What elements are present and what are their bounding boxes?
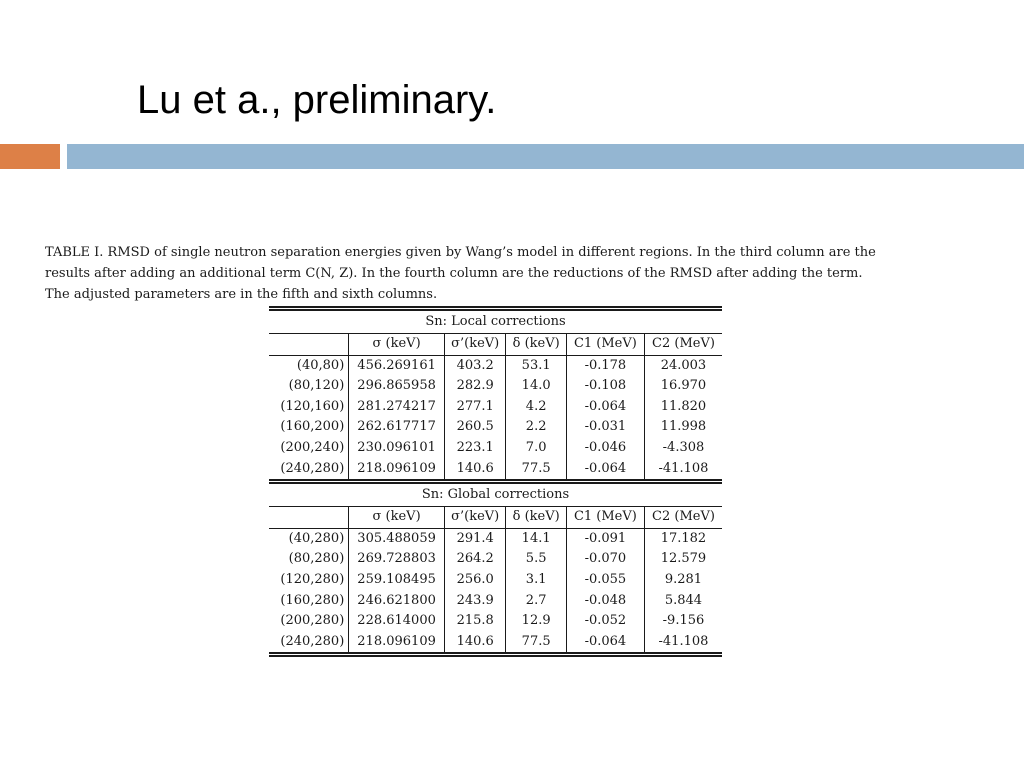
column-header: δ (keV) — [506, 334, 566, 356]
value-cell: -0.091 — [566, 528, 644, 549]
column-header: C2 (MeV) — [644, 334, 722, 356]
global-section-title: Sn: Global corrections — [269, 482, 722, 507]
value-cell: 2.2 — [506, 417, 566, 438]
value-cell: 456.269161 — [349, 355, 445, 376]
value-cell: -0.031 — [566, 417, 644, 438]
value-cell: 11.820 — [644, 397, 722, 418]
caption-line: results after adding an additional term C(N, Z). In the fourth column are the reductions of the RMSD after adding the term. — [45, 266, 863, 281]
rmsd-table-container — [269, 306, 722, 657]
value-cell: 24.003 — [644, 355, 722, 376]
value-cell: 218.096109 — [349, 459, 445, 482]
region-cell: (200,280) — [280, 613, 345, 629]
table-row — [269, 611, 722, 632]
value-cell: 11.998 — [644, 417, 722, 438]
value-cell: -0.046 — [566, 438, 644, 459]
region-cell: (160,280) — [280, 592, 345, 608]
accent-bar-orange — [0, 144, 60, 169]
column-header: σ (keV) — [349, 507, 445, 529]
value-cell: 5.5 — [506, 549, 566, 570]
value-cell: 281.274217 — [349, 397, 445, 418]
value-cell: 228.614000 — [349, 611, 445, 632]
column-header: σ’(keV) — [444, 507, 506, 529]
value-cell: 259.108495 — [349, 570, 445, 591]
value-cell: 305.488059 — [349, 528, 445, 549]
column-header: C1 (MeV) — [566, 507, 644, 529]
value-cell: 296.865958 — [349, 376, 445, 397]
value-cell: -0.064 — [566, 397, 644, 418]
table-row — [269, 459, 722, 482]
value-cell: 282.9 — [444, 376, 506, 397]
table-row — [269, 528, 722, 549]
value-cell: 277.1 — [444, 397, 506, 418]
value-cell: -4.308 — [644, 438, 722, 459]
table-row — [269, 549, 722, 570]
caption-line: The adjusted parameters are in the fifth and sixth columns. — [45, 287, 438, 302]
table-row — [269, 570, 722, 591]
region-cell: (80,280) — [288, 551, 345, 567]
region-cell: (240,280) — [280, 633, 345, 649]
local-corrections-section — [269, 309, 722, 356]
global-corrections-section — [269, 482, 722, 529]
table-row — [269, 355, 722, 376]
slide-title: Lu et a., preliminary. — [137, 78, 497, 122]
value-cell: 264.2 — [444, 549, 506, 570]
value-cell: 5.844 — [644, 591, 722, 612]
column-header-row — [269, 334, 722, 356]
table-bottom-rule — [269, 652, 722, 655]
value-cell: 256.0 — [444, 570, 506, 591]
value-cell: 243.9 — [444, 591, 506, 612]
region-header — [269, 334, 349, 356]
table-row — [269, 376, 722, 397]
section-title-row — [269, 311, 722, 334]
value-cell: -0.108 — [566, 376, 644, 397]
value-cell: -41.108 — [644, 632, 722, 653]
column-header: C2 (MeV) — [644, 507, 722, 529]
global-rows — [269, 528, 722, 652]
rmsd-table — [269, 306, 722, 657]
region-cell: (160,200) — [280, 419, 345, 435]
value-cell: -0.055 — [566, 570, 644, 591]
value-cell: 215.8 — [444, 611, 506, 632]
value-cell: -0.048 — [566, 591, 644, 612]
value-cell: 77.5 — [506, 459, 566, 482]
value-cell: 12.9 — [506, 611, 566, 632]
column-header: C1 (MeV) — [566, 334, 644, 356]
table-caption — [45, 242, 960, 305]
value-cell: -0.178 — [566, 355, 644, 376]
value-cell: 2.7 — [506, 591, 566, 612]
value-cell: 140.6 — [444, 632, 506, 653]
column-header-row — [269, 507, 722, 529]
region-cell: (40,80) — [296, 357, 345, 373]
value-cell: 3.1 — [506, 570, 566, 591]
value-cell: -41.108 — [644, 459, 722, 482]
value-cell: -0.052 — [566, 611, 644, 632]
value-cell: 16.970 — [644, 376, 722, 397]
value-cell: 77.5 — [506, 632, 566, 653]
value-cell: 4.2 — [506, 397, 566, 418]
value-cell: 403.2 — [444, 355, 506, 376]
value-cell: 53.1 — [506, 355, 566, 376]
region-cell: (40,280) — [288, 530, 345, 546]
value-cell: 291.4 — [444, 528, 506, 549]
value-cell: 14.1 — [506, 528, 566, 549]
region-cell: (80,120) — [288, 378, 345, 394]
value-cell: 9.281 — [644, 570, 722, 591]
value-cell: 218.096109 — [349, 632, 445, 653]
value-cell: 12.579 — [644, 549, 722, 570]
section-title-row — [269, 482, 722, 507]
value-cell: 17.182 — [644, 528, 722, 549]
region-cell: (120,280) — [280, 571, 345, 587]
value-cell: 262.617717 — [349, 417, 445, 438]
region-header — [269, 507, 349, 529]
value-cell: 230.096101 — [349, 438, 445, 459]
table-row — [269, 438, 722, 459]
value-cell: -0.064 — [566, 459, 644, 482]
value-cell: -9.156 — [644, 611, 722, 632]
table-row — [269, 632, 722, 653]
value-cell: 7.0 — [506, 438, 566, 459]
value-cell: 260.5 — [444, 417, 506, 438]
table-row — [269, 417, 722, 438]
caption-line: TABLE I. RMSD of single neutron separation energies given by Wang’s model in different regions. In the third column are the — [45, 245, 876, 260]
value-cell: -0.064 — [566, 632, 644, 653]
column-header: σ (keV) — [349, 334, 445, 356]
region-cell: (200,240) — [280, 439, 345, 455]
column-header: δ (keV) — [506, 507, 566, 529]
value-cell: 269.728803 — [349, 549, 445, 570]
value-cell: 14.0 — [506, 376, 566, 397]
accent-bar-blue — [67, 144, 1024, 169]
region-cell: (120,160) — [280, 398, 345, 414]
value-cell: 223.1 — [444, 438, 506, 459]
local-rows — [269, 355, 722, 482]
table-row — [269, 591, 722, 612]
local-section-title: Sn: Local corrections — [425, 313, 566, 329]
region-cell: (240,280) — [280, 460, 345, 476]
value-cell: 246.621800 — [349, 591, 445, 612]
value-cell: -0.070 — [566, 549, 644, 570]
value-cell: 140.6 — [444, 459, 506, 482]
table-row — [269, 397, 722, 418]
column-header: σ’(keV) — [444, 334, 506, 356]
